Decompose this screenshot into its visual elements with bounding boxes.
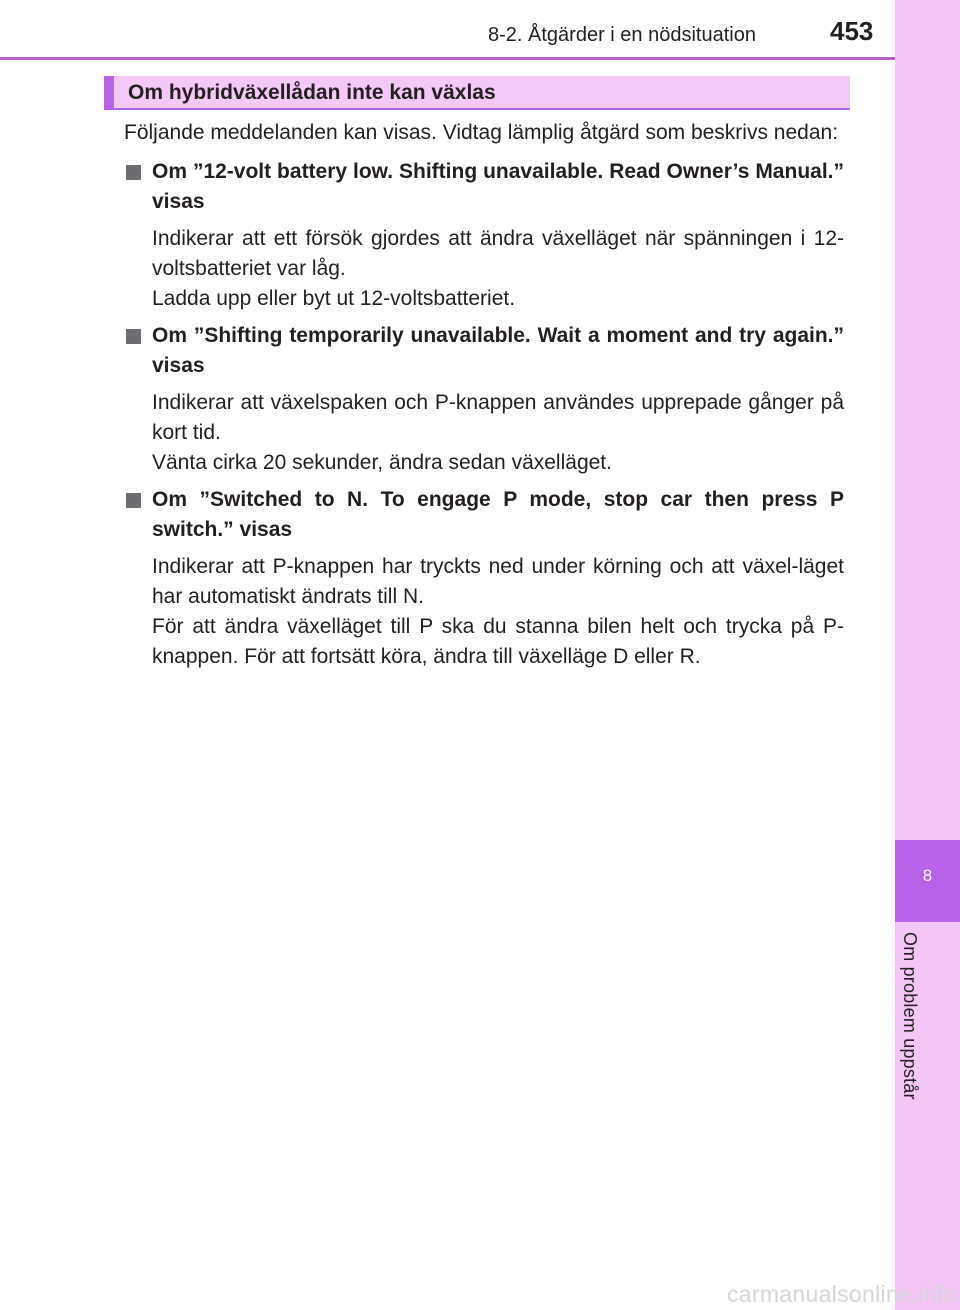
chapter-number: 8 (922, 866, 933, 885)
chapter-tab (895, 840, 960, 922)
item-text: Indikerar att ett försök gjordes att ändra växelläget när spänningen i 12-voltsbatteriet var låg. (152, 227, 844, 280)
item-body (152, 224, 844, 314)
square-bullet-icon (126, 493, 141, 508)
item-body (152, 388, 844, 478)
item-text: Vänta cirka 20 sekunder, ändra sedan växelläget. (152, 451, 612, 474)
item-heading: Om ”12-volt battery low. Shifting unavailable. Read Owner’s Manual.” visas (152, 160, 844, 213)
square-bullet-icon (126, 165, 141, 180)
item-heading: Om ”Shifting temporarily unavailable. Wait a moment and try again.” visas (152, 324, 844, 377)
content (124, 118, 844, 679)
list-item (124, 321, 844, 478)
item-text: Indikerar att P-knappen har tryckts ned under körning och att växel-läget har automatiskt ändrats till N. (152, 555, 844, 608)
section-heading (104, 76, 850, 110)
section-heading-text: Om hybridväxellådan inte kan växlas (128, 81, 496, 104)
item-text: Ladda upp eller byt ut 12-voltsbatteriet. (152, 287, 516, 310)
watermark: carmanualsonline.info (727, 1281, 958, 1307)
side-strip (895, 0, 960, 1310)
item-text: För att ändra växelläget till P ska du stanna bilen helt och trycka på P-knappen. För att fortsätt köra, ändra till växelläge D eller R. (152, 615, 844, 668)
header-section-title: 8-2. Åtgärder i en nödsituation (488, 24, 756, 46)
list-item (124, 485, 844, 672)
item-heading: Om ”Switched to N. To engage P mode, stop car then press P switch.” visas (152, 488, 844, 541)
page-number: 453 (830, 16, 874, 46)
item-text: Indikerar att växelspaken och P-knappen användes upprepade gånger på kort tid. (152, 391, 844, 444)
list-item (124, 157, 844, 314)
item-body (152, 552, 844, 672)
chapter-label: Om problem uppstår (900, 932, 920, 1100)
header-rule (0, 57, 895, 60)
square-bullet-icon (126, 329, 141, 344)
intro-text: Följande meddelanden kan visas. Vidtag lämplig åtgärd som beskrivs nedan: (124, 121, 839, 144)
